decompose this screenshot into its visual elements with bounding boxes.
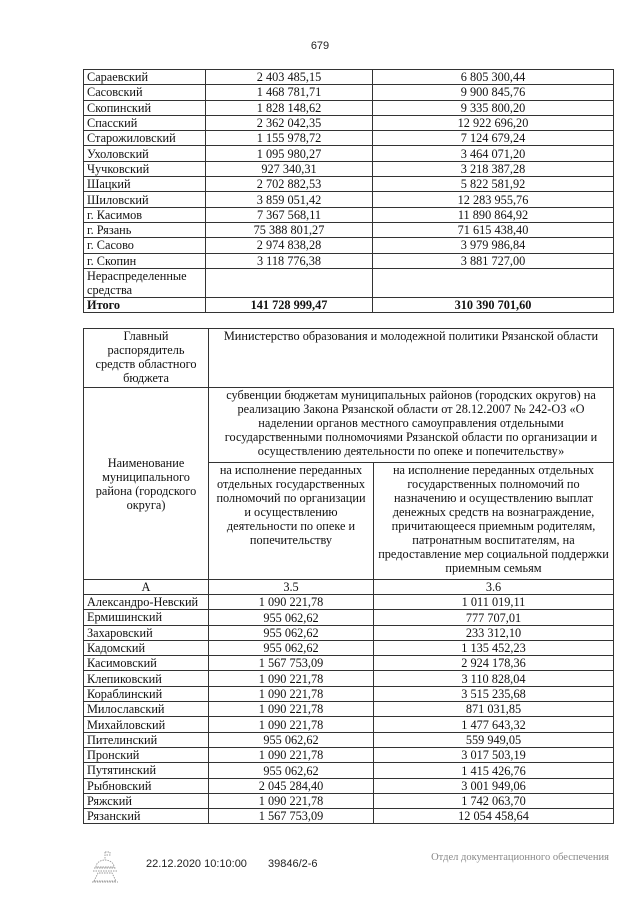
amount-col-3-5: 1 090 221,78 [209,747,374,762]
amount-col-2: 5 822 581,92 [373,177,614,192]
amount-col-3-5: 955 062,62 [209,640,374,655]
municipality-name: Клепиковский [84,671,209,686]
municipality-name: г. Рязань [84,222,206,237]
municipality-name: Шиловский [84,192,206,207]
municipality-name: Ряжский [84,793,209,808]
table-row [84,146,614,161]
amount-col-2: 11 890 864,92 [373,207,614,222]
table-row [84,131,614,146]
table-row [84,595,614,610]
subvention-title: субвенции бюджетам муниципальных районов (городских округов) на реализацию Закона Рязанской области от 28.12.2007 № 242-ОЗ «О наделении органов местного самоуправления отдельными государственными полномочиями Рязанской области по организации и осуществлению деятельности по опеке и попечительству» [209,388,614,463]
budget-table-continued [83,69,614,313]
amount-col-2: 71 615 438,40 [373,222,614,237]
municipality-name: Милославский [84,702,209,717]
table-row [84,207,614,222]
amount-col-3-6: 3 515 235,68 [374,686,614,701]
table-row [84,253,614,268]
amount-col-3-6: 1 477 643,32 [374,717,614,732]
amount-col-3-5: 955 062,62 [209,610,374,625]
amount-col-1: 1 095 980,27 [206,146,373,161]
municipality-name: Кораблинский [84,686,209,701]
amount-col-3-5: 1 567 753,09 [209,809,374,824]
duma-building-logo-icon [91,850,119,884]
amount-col-1: 7 367 568,11 [206,207,373,222]
amount-col-1: 2 403 485,15 [206,70,373,85]
municipality-name: Пителинский [84,732,209,747]
amount-col-3-5: 1 090 221,78 [209,793,374,808]
municipality-name: Кадомский [84,640,209,655]
table-row [84,177,614,192]
municipality-name: г. Скопин [84,253,206,268]
municipality-name: Ермишинский [84,610,209,625]
amount-col-3-5: 1 090 221,78 [209,702,374,717]
table-row [84,70,614,85]
unallocated-row [84,268,614,297]
amount-col-2: 7 124 679,24 [373,131,614,146]
unallocated-col-1 [206,268,373,297]
table-row [84,100,614,115]
code-1: 3.5 [209,580,374,595]
amount-col-2: 3 979 986,84 [373,238,614,253]
amount-col-2: 3 464 071,20 [373,146,614,161]
header-subvention-row [84,388,614,463]
amount-col-1: 3 859 051,42 [206,192,373,207]
footer-department: Отдел документационного обеспечения [431,852,609,863]
amount-col-1: 1 468 781,71 [206,85,373,100]
table-row [84,809,614,824]
municipality-label: Наименование муниципального района (городского округа) [84,388,209,580]
table-row [84,656,614,671]
distributor-value: Министерство образования и молодежной политики Рязанской области [209,329,614,388]
subvention-table [83,328,614,824]
col2-description: на исполнение переданных отдельных государственных полномочий по назначению и осуществлению выплат денежных средств на вознаграждение, причитающееся приемным родителям, патронатным воспитателям, на предоставление мер социальной поддержки приемным семьям [374,463,614,580]
amount-col-1: 2 974 838,28 [206,238,373,253]
amount-col-1: 2 702 882,53 [206,177,373,192]
municipality-name: Чучковский [84,161,206,176]
header-codes-row [84,580,614,595]
amount-col-3-5: 1 090 221,78 [209,717,374,732]
municipality-name: г. Касимов [84,207,206,222]
amount-col-2: 6 805 300,44 [373,70,614,85]
municipality-name: Захаровский [84,625,209,640]
amount-col-3-6: 2 924 178,36 [374,656,614,671]
amount-col-1: 75 388 801,27 [206,222,373,237]
amount-col-3-6: 1 135 452,23 [374,640,614,655]
table-row [84,161,614,176]
table-row [84,793,614,808]
amount-col-3-5: 955 062,62 [209,763,374,778]
amount-col-3-6: 777 707,01 [374,610,614,625]
table-row [84,610,614,625]
footer-datetime: 22.12.2020 10:10:00 [146,858,247,870]
table-row [84,702,614,717]
amount-col-1: 2 362 042,35 [206,115,373,130]
municipality-name: г. Сасово [84,238,206,253]
amount-col-3-5: 1 090 221,78 [209,686,374,701]
total-col-2: 310 390 701,60 [373,297,614,312]
municipality-name: Сасовский [84,85,206,100]
amount-col-3-6: 3 001 949,06 [374,778,614,793]
amount-col-1: 1 828 148,62 [206,100,373,115]
total-col-1: 141 728 999,47 [206,297,373,312]
municipality-name: Путятинский [84,763,209,778]
table-row [84,115,614,130]
amount-col-3-6: 3 017 503,19 [374,747,614,762]
unallocated-label: Нераспределенные средства [84,268,206,297]
amount-col-1: 3 118 776,38 [206,253,373,268]
unallocated-col-2 [373,268,614,297]
total-label: Итого [84,297,206,312]
amount-col-3-6: 1 742 063,70 [374,793,614,808]
page-number: 679 [310,40,330,52]
table-row [84,222,614,237]
municipality-name: Михайловский [84,717,209,732]
amount-col-1: 1 155 978,72 [206,131,373,146]
table-row [84,747,614,762]
amount-col-2: 3 881 727,00 [373,253,614,268]
table-row [84,640,614,655]
amount-col-3-5: 1 090 221,78 [209,595,374,610]
code-2: 3.6 [374,580,614,595]
municipality-name: Александро-Невский [84,595,209,610]
distributor-label: Главный распорядитель средств областного бюджета [84,329,209,388]
amount-col-3-6: 3 110 828,04 [374,671,614,686]
amount-col-2: 12 922 696,20 [373,115,614,130]
footer-doc-number: 39846/2-6 [268,858,318,870]
table-row [84,671,614,686]
amount-col-3-6: 233 312,10 [374,625,614,640]
amount-col-3-5: 955 062,62 [209,732,374,747]
municipality-name: Сараевский [84,70,206,85]
amount-col-3-5: 2 045 284,40 [209,778,374,793]
amount-col-2: 3 218 387,28 [373,161,614,176]
municipality-name: Рыбновский [84,778,209,793]
header-distributor-row [84,329,614,388]
code-a: А [84,580,209,595]
table-row [84,625,614,640]
table-row [84,717,614,732]
col1-description: на исполнение переданных отдельных государственных полномочий по организации и осуществлению деятельности по опеке и попечительству [209,463,374,580]
amount-col-3-6: 1 415 426,76 [374,763,614,778]
table-row [84,763,614,778]
table-row [84,686,614,701]
amount-col-2: 9 900 845,76 [373,85,614,100]
municipality-name: Спасский [84,115,206,130]
amount-col-3-6: 12 054 458,64 [374,809,614,824]
table-row [84,778,614,793]
amount-col-3-5: 1 567 753,09 [209,656,374,671]
table-row [84,732,614,747]
page-footer [0,850,640,900]
municipality-name: Пронский [84,747,209,762]
total-row [84,297,614,312]
amount-col-3-5: 1 090 221,78 [209,671,374,686]
table-row [84,192,614,207]
amount-col-3-5: 955 062,62 [209,625,374,640]
municipality-name: Шацкий [84,177,206,192]
amount-col-1: 927 340,31 [206,161,373,176]
amount-col-3-6: 871 031,85 [374,702,614,717]
table-row [84,238,614,253]
municipality-name: Старожиловский [84,131,206,146]
amount-col-2: 12 283 955,76 [373,192,614,207]
amount-col-3-6: 559 949,05 [374,732,614,747]
table-row [84,85,614,100]
municipality-name: Касимовский [84,656,209,671]
amount-col-2: 9 335 800,20 [373,100,614,115]
amount-col-3-6: 1 011 019,11 [374,595,614,610]
municipality-name: Ухоловский [84,146,206,161]
municipality-name: Скопинский [84,100,206,115]
municipality-name: Рязанский [84,809,209,824]
